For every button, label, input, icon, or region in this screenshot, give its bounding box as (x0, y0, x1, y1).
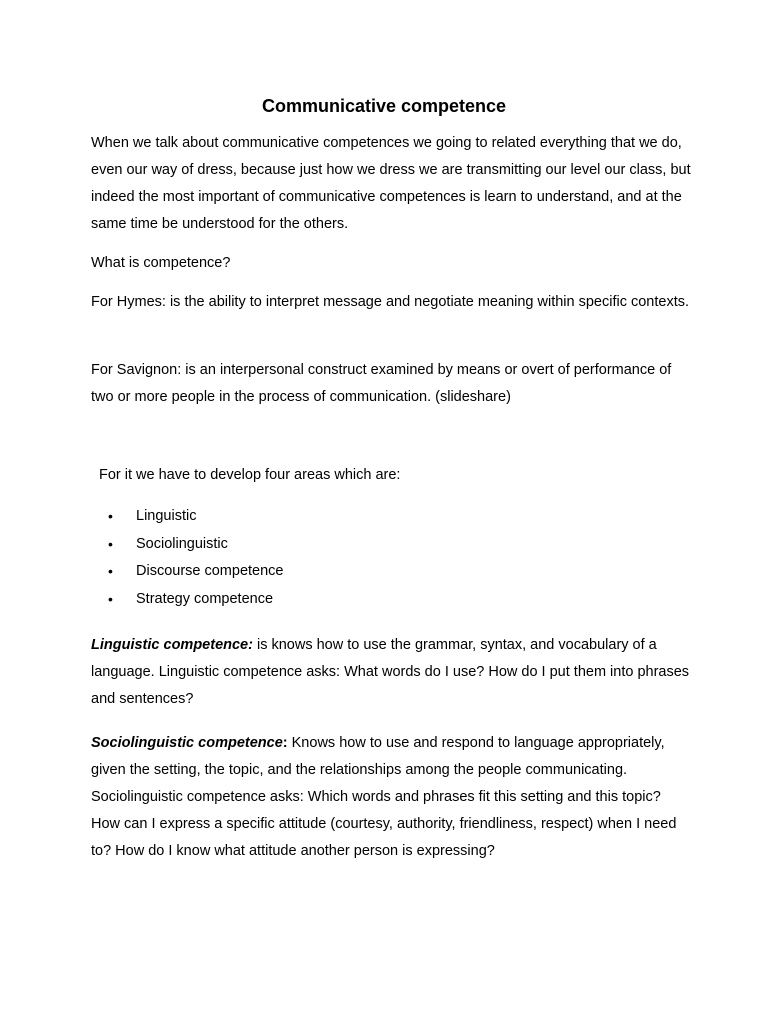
linguistic-text: is knows how to use the grammar, syntax, and vocabulary of a language. Linguistic competence asks: What words do I use? How do I put them into phrases and sentences? (91, 637, 690, 707)
bullet-icon: • (108, 590, 113, 607)
list-item-label: Sociolinguistic (136, 535, 228, 552)
hymes-paragraph: For Hymes: is the ability to interpret message and negotiate meaning within specific contexts. (91, 294, 690, 310)
list-item-label: Discourse competence (136, 563, 284, 579)
list-item-label: Linguistic (136, 508, 197, 524)
question-paragraph: What is competence? (91, 255, 231, 271)
bullet-icon: • (108, 563, 113, 579)
sociolinguistic-paragraph (91, 730, 691, 865)
list-item (108, 586, 284, 614)
sociolinguistic-term: Sociolinguistic competence (91, 735, 283, 751)
list-item (108, 503, 284, 531)
page-title: Communicative competence (261, 96, 507, 116)
areas-intro-paragraph: For it we have to develop four areas which are: (99, 467, 401, 483)
list-item (108, 558, 284, 586)
sociolinguistic-text: Knows how to use and respond to language appropriately, given the setting, the topic, and the relationships among the people communicating. Sociolinguistic competence asks: Which words and phrases fit this setting and this topic? How can I express a specific attitude (courtesy, authority, friendliness, respect) when I need to? How do I know what attitude another person is expressing? (91, 735, 677, 859)
bullet-icon: • (108, 535, 113, 552)
savignon-paragraph: For Savignon: is an interpersonal construct examined by means or overt of performance of two or more people in the process of communication. (slideshare) (91, 362, 672, 405)
linguistic-term: Linguistic competence: (91, 637, 253, 653)
sociolinguistic-colon: : (282, 735, 288, 751)
bullet-icon: • (108, 508, 113, 524)
intro-paragraph: When we talk about communicative competences we going to related everything that we do, even our way of dress, because just how we dress we are transmitting our level our class, but indeed the most important of communicative competences is learn to understand, and at the same time be understood for the others. (91, 135, 691, 232)
areas-list (108, 503, 284, 613)
list-item (108, 531, 284, 559)
linguistic-paragraph (91, 632, 691, 713)
list-item-label: Strategy competence (136, 590, 274, 607)
